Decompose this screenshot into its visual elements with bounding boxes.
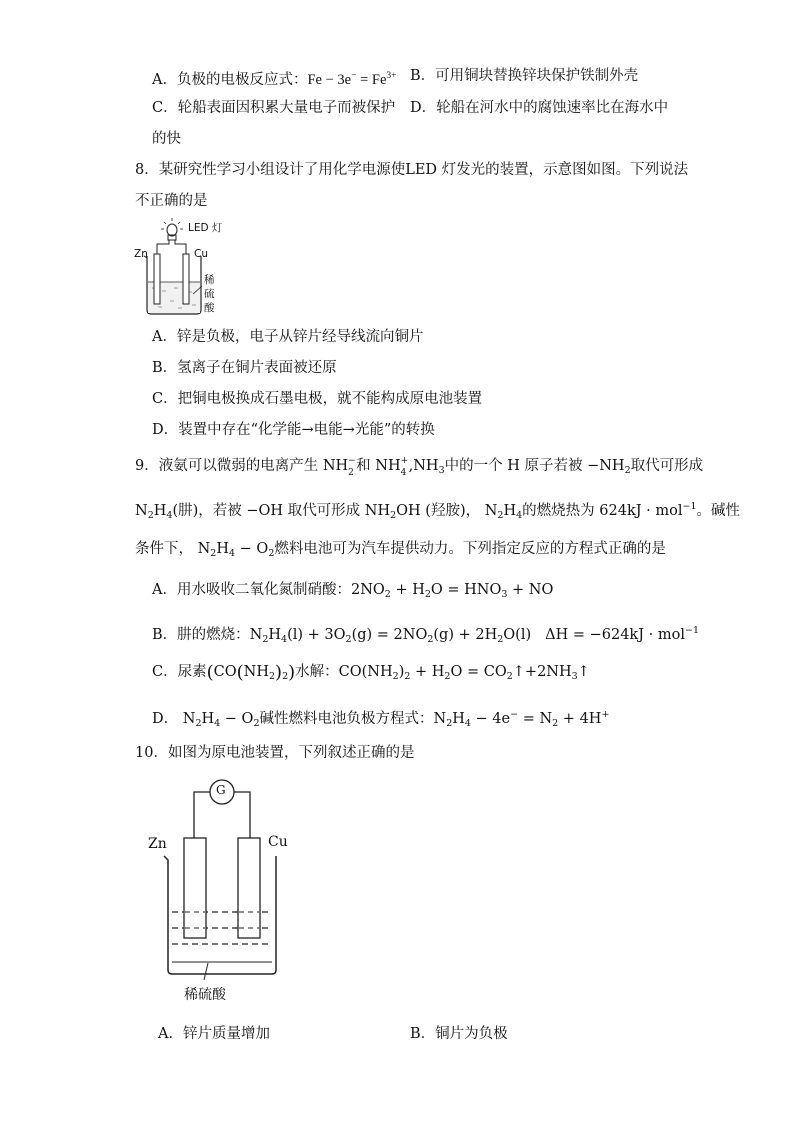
q10-copper-electrode — [238, 838, 260, 938]
q9-option-a: A．用水吸收二氧化氮制硝酸：$2NO_2 + H_2O = HNO_3$ + NO — [152, 582, 554, 600]
q7-option-c: C．轮船表面因积累大量电子而被保护 — [152, 100, 396, 116]
q8-option-d: D．装置中存在“化学能→电能→光能”的转换 — [152, 422, 435, 438]
q9-stem-line-1: 9．液氨可以微弱的电离产生 NH − 2 和 NH + 4 $,NH_3$中的一个 H 原子若被 $-NH_2$取代可形成 — [135, 456, 704, 478]
q10-stem: 10．如图为原电池装置，下列叙述正确的是 — [135, 745, 415, 761]
zn-label: Zn — [134, 248, 148, 260]
q7-option-a-formula: $Fe - 3e^- = Fe^{3+}$ — [307, 71, 397, 88]
q10-option-b: B．铜片为负极 — [410, 1026, 508, 1042]
led-bulb-icon — [161, 218, 183, 240]
q8-apparatus-diagram — [130, 216, 240, 320]
q10-figure — [140, 776, 300, 1006]
copper-electrode — [183, 254, 189, 304]
q10-acid-label: 稀硫酸 — [184, 987, 226, 1003]
acid-label-2: 硫 — [204, 288, 215, 300]
q8-figure — [130, 216, 240, 320]
q10-galvanic-cell-diagram — [140, 776, 300, 1006]
q10-zinc-electrode — [184, 838, 206, 938]
q9-stem-line-2: $N_2H_4$(肼)，若被 −OH 取代可形成 $NH_2OH$ (羟胺)， $N_2H_4$的燃烧热为 624kJ · mol$^{-1}$。碱性 — [135, 501, 740, 521]
q7-option-a-text: A．负极的电极反应式： — [152, 72, 308, 88]
q10-cu-label: Cu — [268, 834, 288, 850]
q10-zn-label: Zn — [148, 836, 167, 852]
q8-option-c: C．把铜电极换成石墨电极，就不能构成原电池装置 — [152, 391, 483, 407]
q10-option-a: A．锌片质量增加 — [158, 1026, 270, 1042]
acid-label-1: 稀 — [204, 274, 215, 286]
q7-option-d-continued: 的快 — [152, 131, 181, 147]
galvanometer-label: G — [216, 783, 226, 797]
q9-stem-line-3: 条件下， $N_2H_4 - O_2$燃料电池可为汽车提供动力。下列指定反应的方程式正确的是 — [135, 541, 666, 559]
zinc-electrode — [154, 254, 160, 304]
q7-option-b: B．可用铜块替换锌块保护铁制外壳 — [410, 68, 639, 84]
q8-stem-continued: 不正确的是 — [135, 193, 208, 209]
q8-stem: 8．某研究性学习小组设计了用化学电源使LED 灯发光的装置，示意图如图。下列说法 — [135, 162, 689, 178]
q9-option-d: D． $N_2H_4 - O_2$碱性燃料电池负极方程式：$N_2H_4 - 4e^- = N_2 + 4H^+$ — [152, 709, 610, 729]
q9-option-c: C．尿素$(CO(NH_2)_2)$水解：$CO(NH_2)_2 + H_2O$ = $CO_2↑+2NH_3↑$ — [152, 662, 590, 683]
q9-option-b: B．肼的燃烧：$N_2H_4(l) + 3O_2(g) = 2NO_2(g) + 2H_2O(l) \Delta H = -624kJ \cdot mol^{-1}$ — [152, 625, 699, 645]
cu-label: Cu — [194, 248, 208, 260]
led-label: LED 灯 — [188, 222, 223, 234]
q7-option-a — [152, 66, 397, 90]
q8-option-a: A．锌是负极，电子从锌片经导线流向铜片 — [152, 329, 424, 345]
acid-label-3: 酸 — [204, 302, 215, 314]
q8-option-b: B．氢离子在铜片表面被还原 — [152, 360, 337, 376]
q7-option-d: D．轮船在河水中的腐蚀速率比在海水中 — [410, 100, 669, 116]
